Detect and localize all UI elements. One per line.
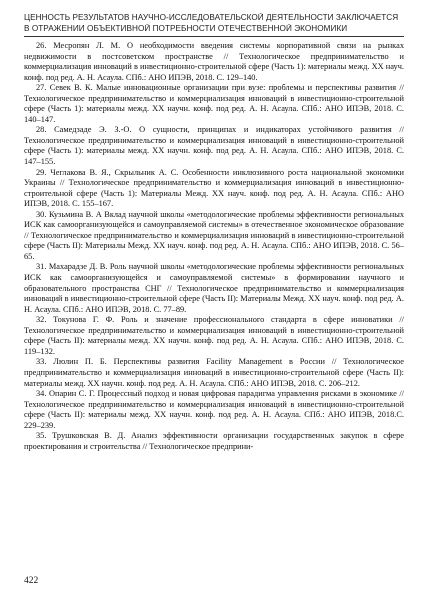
running-header-line-2: В ОТРАЖЕНИИ ОБЪЕКТИВНОЙ ПОТРЕБНОСТИ ОТЕЧЕСТВЕННОЙ ЭКОНОМИКИ [24,23,348,33]
reference-entry-28: 28. Самедзаде Э. З.-О. О сущности, принципах и индикаторах устойчивого развития // Технологическое предпринимательство и коммерциализация инноваций в инвестиционно-строительной сфере (Часть 1): материалы межд. XX научн. конф. под ред. А. Н. Асаула. СПб.: АНО ИПЭВ, 2018. С. 147–155. [24,125,404,167]
reference-entry-35: 35. Трушковская В. Д. Анализ эффективности организации государственных закупок в сфере проектирования и строительства // Технологическое предприни- [24,431,404,451]
reference-entry-34: 34. Опарин С. Г. Процессный подход и новая цифровая парадигма управления рисками в экономике // Технологическое предпринимательство и коммерциализация инноваций в инвестиционно-строительной сфере (Часть II): материалы межд. XX научн. конф. под ред. А. Н. Асаула. СПб.: АНО ИПЭВ, 2018.С. 229–239. [24,389,404,430]
running-header [24,13,404,34]
page-number: 422 [24,576,39,586]
reference-list [24,41,404,452]
reference-entry-26: 26. Месропян Л. М. О необходимости введения системы корпоративной связи на рынках недвижимости в постсоветском пространстве // Технологическое предпринимательство и коммерциализация инноваций в инвестиционно-строительной сфере (Часть 1): материалы межд. XX науч. конф. под ред. А. Н. Асаула. СПб.: АНО ИПЭВ, 2018. С. 129–140. [24,41,404,82]
reference-entry-33: 33. Люлин П. Б. Перспективы развития Facility Management в России // Технологическое предпринимательство и коммерциализация инноваций в инвестиционно-строительной сфере (Часть II): материалы межд. XX научн. конф. под ред. А. Н. Асаула. СПб.: АНО ИПЭВ, 2018. С. 206–212. [24,357,404,388]
reference-entry-31: 31. Махарадзе Д. В. Роль научной школы «методологические проблемы эффективности региональных ИСК как самоорганизующейся и самоуправляемой системы» в формировании научного и образовательного пространства СНГ // Технологическое предпринимательство и коммерциализация инноваций в инвестиционно-строительной сфере (Часть II): Материалы Межд. XX науч. конф. под ред. А. Н. Асаула. СПб.: АНО ИПЭВ, 2018. С. 77–89. [24,262,404,314]
reference-entry-29: 29. Чеглакова В. Я., Скрыльник А. С. Особенности инклюзивного роста национальной экономики Украины // Технологическое предпринимательство и коммерциализация инноваций в инвестиционно-строительной сфере (Часть 1): Материалы Межд. XX науч. конф. под ред. А. Н. Асаула. СПб.: АНО ИПЭВ, 2018. С. 155–167. [24,167,404,209]
reference-entry-32: 32. Токунова Г. Ф. Роль и значение профессионального стандарта в сфере инноватики // Технологическое предпринимательство и коммерциализация инноваций в инвестиционно-строительной сфере (Часть II): материалы межд. XX научн. конф. под ред. А. Н. Асаула. СПб.: АНО ИПЭВ, 2018. С. 119–132. [24,315,404,356]
reference-entry-27: 27. Севек В. К. Малые инновационные организации при вузе: проблемы и перспективы развития // Технологическое предпринимательство и коммерциализация инноваций в инвестиционно-строительной сфере (Часть 1): материалы межд. XX научн. конф. под ред. А. Н. Асаула. СПб.: АНО ИПЭВ, 2018. С. 140–147. [24,83,404,124]
running-header-line-1: ЦЕННОСТЬ РЕЗУЛЬТАТОВ НАУЧНО-ИССЛЕДОВАТЕЛЬСКОЙ ДЕЯТЕЛЬНОСТИ ЗАКЛЮЧАЕТСЯ [24,13,399,22]
header-rule [24,36,404,37]
reference-entry-30: 30. Кузьмина В. А Вклад научной школы «методологические проблемы эффективности региональных ИСК как самоорганизующейся и самоуправляемой системы» в отечественное экономическое образование // Технологическое предпринимательство и коммерциализация инноваций в инвестиционно-строительной сфере (Часть II): Материалы Межд. XX науч. конф. под ред. А. Н. Асаула. СПб.: АНО ИПЭВ, 2018. С. 56–65. [24,209,404,261]
